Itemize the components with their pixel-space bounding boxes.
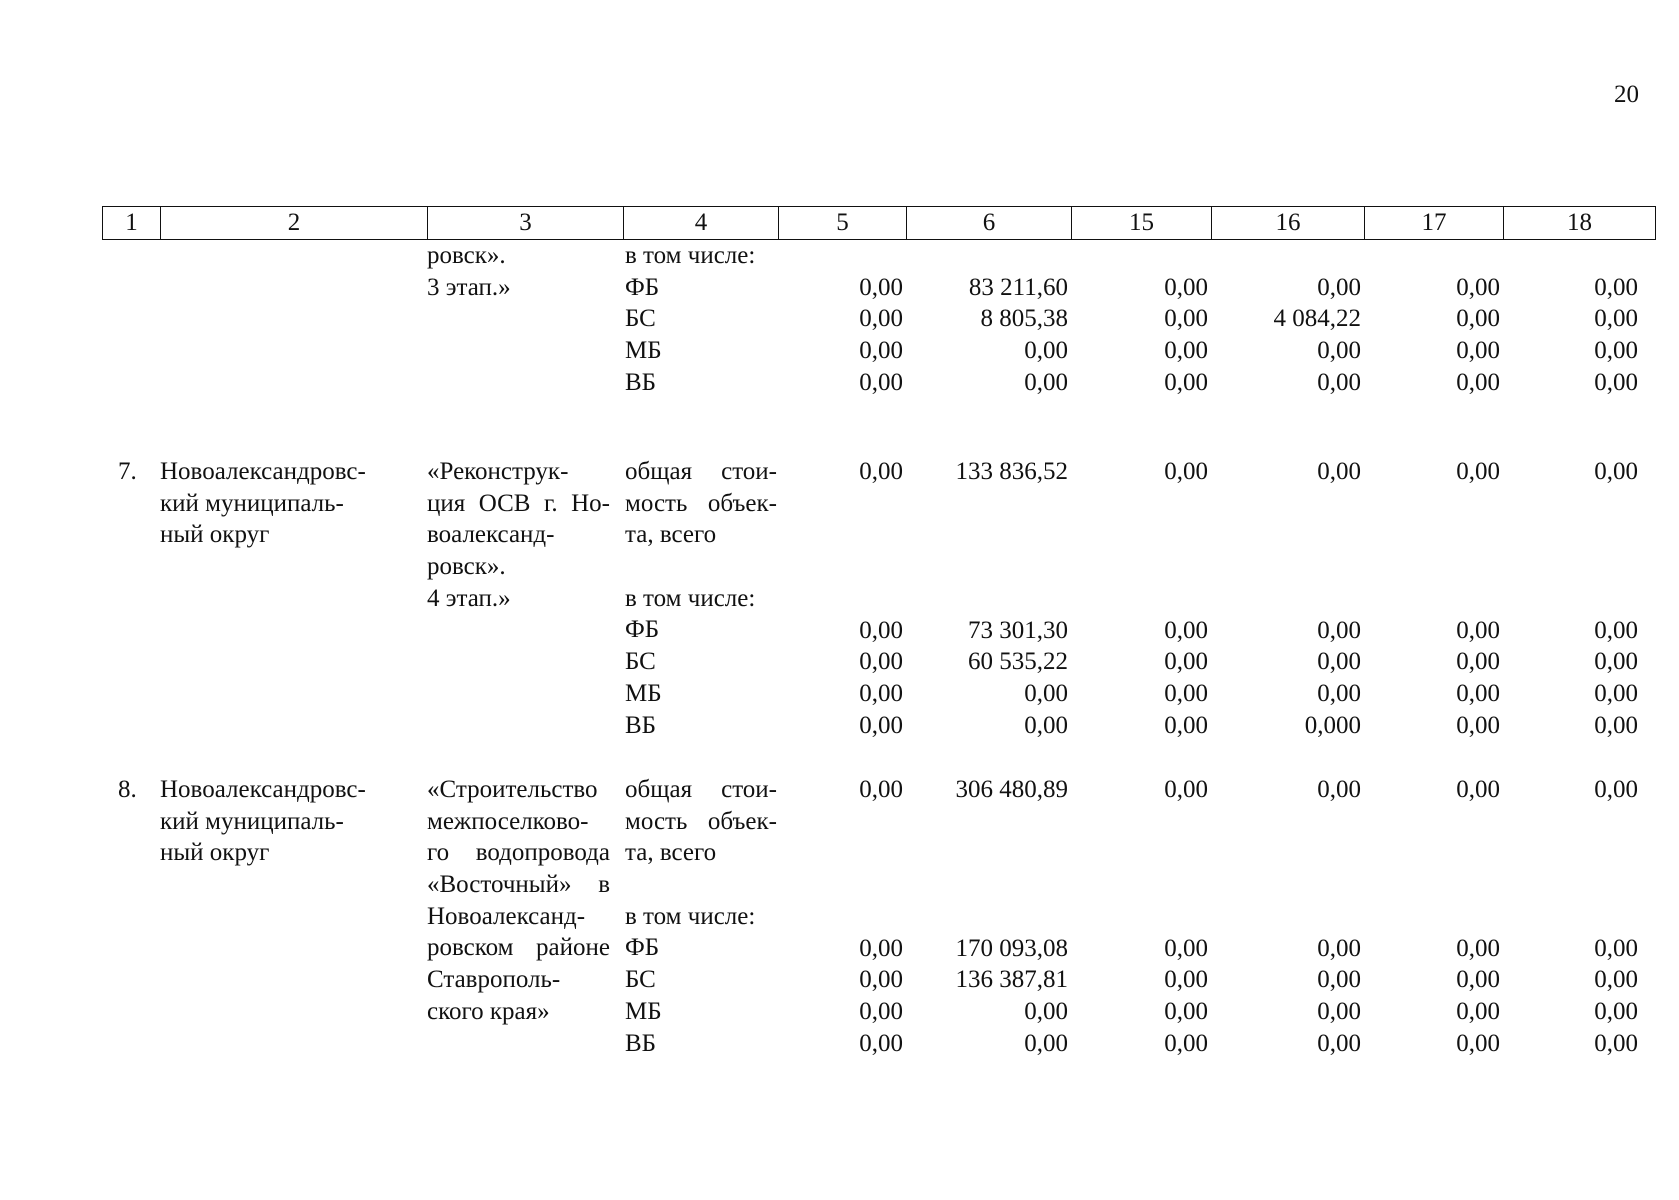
table-row-1-col-1: 8 805,38 — [980, 305, 1068, 333]
row-number: 8. — [118, 776, 137, 803]
table-row-0-col-1: 83 211,60 — [968, 273, 1068, 301]
column-header-15: 15 — [1072, 207, 1212, 240]
text-line: кий муниципаль- — [160, 807, 344, 835]
column-header-3: 3 — [428, 207, 624, 240]
table-row-0-col-2: 0,00 — [1164, 616, 1208, 644]
text-line: мость объек- — [625, 807, 777, 835]
table-row-1-col-4: 0,00 — [1456, 966, 1500, 994]
table-row-1-col-5: 0,00 — [1594, 305, 1638, 333]
text-line: в том числе: — [625, 902, 756, 930]
text-line: Новоалександровс- — [160, 776, 366, 803]
table-row-1-col-4: 0,00 — [1456, 648, 1500, 676]
table-row-2-col-5: 0,00 — [1594, 679, 1638, 707]
text-line: ровск». — [427, 553, 506, 581]
table-row-3-col-2: 0,00 — [1164, 711, 1208, 739]
text-line: «Строительство — [427, 776, 598, 803]
table-row-0-col-1: 73 301,30 — [968, 616, 1068, 644]
total-row-col-5: 0,00 — [1594, 776, 1638, 803]
column-header-5: 5 — [779, 207, 907, 240]
text-line: общая стои- — [625, 458, 777, 485]
funding-source-labels — [625, 583, 777, 741]
text-line: ФБ — [625, 273, 660, 301]
object-name — [427, 240, 610, 303]
table-row-3-col-0: 0,00 — [859, 1029, 903, 1057]
text-line: 4 этап.» — [427, 584, 511, 612]
text-line: МБ — [625, 997, 662, 1025]
table-row-3-col-1: 0,00 — [1024, 711, 1068, 739]
table-row-2-col-1: 0,00 — [1024, 337, 1068, 365]
table-row-0-col-5: 0,00 — [1594, 934, 1638, 962]
table-row-1-col-4: 0,00 — [1456, 305, 1500, 333]
total-row-col-1: 133 836,52 — [955, 458, 1068, 485]
table-row-3-col-0: 0,00 — [859, 711, 903, 739]
table-row-3-col-0: 0,00 — [859, 368, 903, 396]
table-row-3-col-4: 0,00 — [1456, 1029, 1500, 1057]
table-row-1-col-0: 0,00 — [859, 305, 903, 333]
text-line: в том числе: — [625, 242, 756, 269]
text-line: «Восточный» в — [427, 871, 610, 899]
table-row-1-col-3: 4 084,22 — [1273, 305, 1361, 333]
text-line: «Реконструк- — [427, 458, 569, 485]
table-row-3-col-3: 0,00 — [1317, 368, 1361, 396]
text-line: ровск». — [427, 242, 506, 269]
table-row-3-col-3: 0,000 — [1304, 711, 1361, 739]
table-row-0-col-4: 0,00 — [1456, 616, 1500, 644]
table-row-0-col-5: 0,00 — [1594, 273, 1638, 301]
text-line: ского края» — [427, 997, 550, 1025]
table-row-3-col-1: 0,00 — [1024, 1029, 1068, 1057]
text-line: ВБ — [625, 1029, 657, 1057]
table-row-2-col-0: 0,00 — [859, 337, 903, 365]
text-line: воалександ- — [427, 521, 555, 549]
funding-total-label — [625, 774, 777, 869]
table-row-1-col-0: 0,00 — [859, 648, 903, 676]
text-line: в том числе: — [625, 584, 756, 612]
table-row-3-col-3: 0,00 — [1317, 1029, 1361, 1057]
text-line: ВБ — [625, 711, 657, 739]
table-row-3-col-5: 0,00 — [1594, 368, 1638, 396]
text-line: ный округ — [160, 521, 270, 549]
text-line: мость объек- — [625, 489, 777, 517]
column-header-16: 16 — [1212, 207, 1365, 240]
text-line: Новоалександ- — [427, 902, 586, 930]
text-line: общая стои- — [625, 776, 777, 803]
table-row-0-col-2: 0,00 — [1164, 934, 1208, 962]
text-line: ФБ — [625, 616, 660, 644]
table-row-2-col-2: 0,00 — [1164, 997, 1208, 1025]
total-row-col-1: 306 480,89 — [955, 776, 1068, 803]
text-line: та, всего — [625, 839, 717, 867]
text-line: ровском районе — [427, 934, 610, 962]
total-row-col-0: 0,00 — [859, 458, 903, 485]
column-header-row — [102, 206, 1656, 240]
table-row-0-col-1: 170 093,08 — [955, 934, 1068, 962]
total-row-col-3: 0,00 — [1317, 458, 1361, 485]
object-name — [427, 456, 610, 614]
table-row-2-col-5: 0,00 — [1594, 997, 1638, 1025]
table-row-1-col-5: 0,00 — [1594, 966, 1638, 994]
text-line: кий муниципаль- — [160, 489, 344, 517]
table-row-3-col-2: 0,00 — [1164, 368, 1208, 396]
text-line: го водопровода — [427, 839, 610, 867]
table-row-1-col-5: 0,00 — [1594, 648, 1638, 676]
text-line: МБ — [625, 679, 662, 707]
text-line: БС — [625, 648, 656, 676]
table-row-0-col-0: 0,00 — [859, 616, 903, 644]
table-row-1-col-2: 0,00 — [1164, 966, 1208, 994]
table-row-0-col-0: 0,00 — [859, 934, 903, 962]
table-row-3-col-5: 0,00 — [1594, 711, 1638, 739]
column-header-6: 6 — [907, 207, 1072, 240]
table-row-3-col-4: 0,00 — [1456, 711, 1500, 739]
table-row-2-col-0: 0,00 — [859, 997, 903, 1025]
funding-source-labels — [625, 901, 777, 1059]
table-row-1-col-2: 0,00 — [1164, 648, 1208, 676]
table-row-1-col-3: 0,00 — [1317, 648, 1361, 676]
table-row-2-col-0: 0,00 — [859, 679, 903, 707]
table-row-2-col-3: 0,00 — [1317, 679, 1361, 707]
text-line: Новоалександровс- — [160, 458, 366, 485]
text-line: Ставрополь- — [427, 966, 561, 994]
total-row-col-3: 0,00 — [1317, 776, 1361, 803]
table-row-0-col-0: 0,00 — [859, 273, 903, 301]
total-row-col-4: 0,00 — [1456, 776, 1500, 803]
table-row-0-col-3: 0,00 — [1317, 616, 1361, 644]
text-line: ция ОСВ г. Но- — [427, 489, 610, 517]
table-row-0-col-4: 0,00 — [1456, 934, 1500, 962]
text-line: БС — [625, 305, 656, 333]
table-row-2-col-4: 0,00 — [1456, 997, 1500, 1025]
table-row-1-col-1: 60 535,22 — [968, 648, 1068, 676]
text-line: БС — [625, 966, 656, 994]
text-line: МБ — [625, 337, 662, 365]
table-row-2-col-2: 0,00 — [1164, 679, 1208, 707]
table-row-3-col-4: 0,00 — [1456, 368, 1500, 396]
table-row-2-col-1: 0,00 — [1024, 679, 1068, 707]
total-row-col-5: 0,00 — [1594, 458, 1638, 485]
page-number: 20 — [1614, 81, 1639, 108]
text-line: межпоселково- — [427, 807, 589, 835]
table-row-2-col-3: 0,00 — [1317, 997, 1361, 1025]
territory-name — [160, 456, 415, 551]
table-row-2-col-1: 0,00 — [1024, 997, 1068, 1025]
table-row-0-col-4: 0,00 — [1456, 273, 1500, 301]
text-line: 3 этап.» — [427, 273, 511, 301]
table-row-3-col-2: 0,00 — [1164, 1029, 1208, 1057]
table-row-3-col-5: 0,00 — [1594, 1029, 1638, 1057]
column-header-1: 1 — [103, 207, 161, 240]
text-line: ный округ — [160, 839, 270, 867]
table-row-0-col-3: 0,00 — [1317, 934, 1361, 962]
total-row-col-4: 0,00 — [1456, 458, 1500, 485]
object-name — [427, 774, 610, 1028]
table-row-2-col-3: 0,00 — [1317, 337, 1361, 365]
table-row-1-col-3: 0,00 — [1317, 966, 1361, 994]
text-line: та, всего — [625, 521, 717, 549]
table-row-1-col-0: 0,00 — [859, 966, 903, 994]
territory-name — [160, 774, 415, 869]
funding-source-labels — [625, 240, 777, 398]
table-row-2-col-5: 0,00 — [1594, 337, 1638, 365]
column-header-2: 2 — [161, 207, 428, 240]
table-row-3-col-1: 0,00 — [1024, 368, 1068, 396]
table-row-2-col-2: 0,00 — [1164, 337, 1208, 365]
text-line: ВБ — [625, 368, 657, 396]
total-row-col-2: 0,00 — [1164, 458, 1208, 485]
table-row-2-col-4: 0,00 — [1456, 679, 1500, 707]
column-header-4: 4 — [624, 207, 779, 240]
total-row-col-0: 0,00 — [859, 776, 903, 803]
column-header-17: 17 — [1365, 207, 1504, 240]
funding-total-label — [625, 456, 777, 551]
table-row-0-col-2: 0,00 — [1164, 273, 1208, 301]
row-number: 7. — [118, 458, 137, 485]
table-row-2-col-4: 0,00 — [1456, 337, 1500, 365]
table-row-1-col-1: 136 387,81 — [955, 966, 1068, 994]
column-header-18: 18 — [1504, 207, 1656, 240]
table-row-0-col-5: 0,00 — [1594, 616, 1638, 644]
table-row-1-col-2: 0,00 — [1164, 305, 1208, 333]
total-row-col-2: 0,00 — [1164, 776, 1208, 803]
text-line: ФБ — [625, 934, 660, 962]
table-row-0-col-3: 0,00 — [1317, 273, 1361, 301]
